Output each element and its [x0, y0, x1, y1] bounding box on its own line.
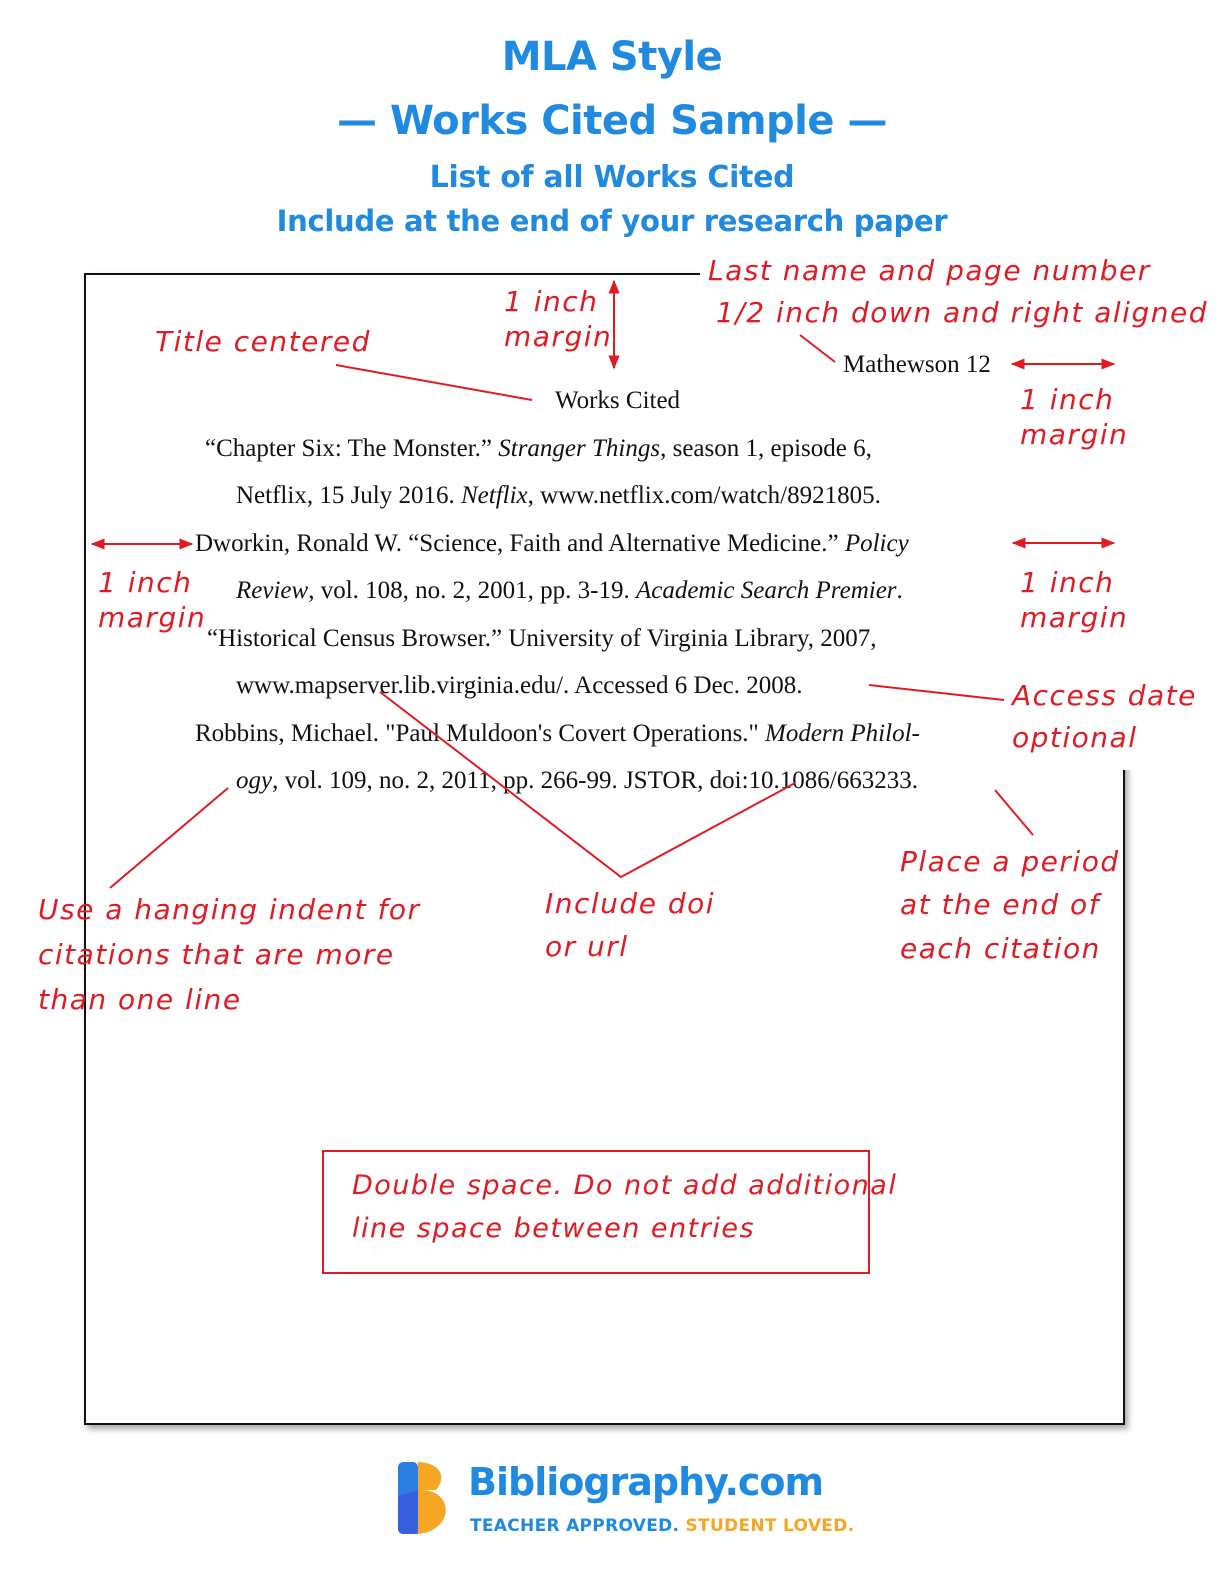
- subtitle-list: List of all Works Cited: [429, 160, 795, 195]
- running-head: Mathewson 12: [843, 351, 991, 378]
- note-access-date: Access date optional: [1012, 679, 1197, 754]
- brand-tagline: [470, 1516, 854, 1536]
- note-include-doi: Include doi or url: [545, 887, 716, 964]
- period-leader: [995, 790, 1033, 835]
- note-double-space: Double space. Do not add additional line space between entries: [352, 1170, 898, 1245]
- citation-run: Academic Search Premier: [635, 577, 897, 604]
- bibliography-logo-icon: [396, 1456, 454, 1536]
- note-left-margin: 1 inch margin: [98, 566, 207, 634]
- citation-run: Netflix: [461, 482, 528, 509]
- citation-run: “Chapter Six: The Monster.”: [205, 435, 499, 462]
- note-last-name: Last name and page number 1/2 inch down and right aligned: [708, 254, 1208, 329]
- citation-run: Modern Philol-: [765, 720, 920, 747]
- citation-run: , vol. 108, no. 2, 2001, pp. 3-19.: [308, 577, 636, 604]
- note-period: Place a period at the end of each citation: [900, 845, 1120, 965]
- note-hanging-indent: Use a hanging indent for citations that are more than one line: [38, 893, 421, 1016]
- note-right-margin-top: 1 inch margin: [1020, 383, 1129, 451]
- subtitle-include: Include at the end of your research paper: [276, 204, 948, 238]
- title-works-cited-sample: — Works Cited Sample —: [337, 98, 887, 144]
- note-top-margin: 1 inch margin: [504, 285, 613, 353]
- note-title-centered: Title centered: [155, 325, 371, 358]
- citation-run: Stranger Things: [498, 435, 661, 462]
- title-mla-style: MLA Style: [501, 34, 723, 80]
- access-date-leader: [869, 685, 1004, 700]
- citation-run: , vol. 109, no. 2, 2011, pp. 266-99. JSTOR, doi:10.1086/663233.: [272, 767, 918, 794]
- include-doi-leader: [380, 692, 795, 877]
- citation-run: , season 1, episode 6,: [660, 435, 872, 462]
- citation-run: .: [896, 577, 903, 604]
- citation-run: ogy: [236, 767, 273, 794]
- tagline-teacher: TEACHER APPROVED.: [470, 1516, 680, 1536]
- title-centered-leader: [336, 365, 532, 400]
- citation-run: Dworkin, Ronald W. “Science, Faith and Alternative Medicine.”: [195, 530, 845, 557]
- citation-run: www.mapserver.lib.virginia.edu/. Accessed 6 Dec. 2008.: [236, 672, 803, 699]
- citation-run: Netflix, 15 July 2016.: [236, 482, 461, 509]
- citation-run: Review: [236, 577, 309, 604]
- brand-name: Bibliography.com: [468, 1460, 824, 1504]
- last-name-leader: [800, 335, 835, 362]
- tagline-student: STUDENT LOVED.: [685, 1516, 855, 1536]
- hanging-indent-leader: [110, 788, 228, 888]
- citation-run: Robbins, Michael. "Paul Muldoon's Covert Operations.": [195, 720, 766, 747]
- citation-run: “Historical Census Browser.” University of Virginia Library, 2007,: [207, 625, 877, 652]
- note-right-margin-mid: 1 inch margin: [1020, 566, 1129, 634]
- citation-run: , www.netflix.com/watch/8921805.: [527, 482, 881, 509]
- page-title: Works Cited: [555, 387, 681, 414]
- citation-run: Policy: [844, 530, 909, 557]
